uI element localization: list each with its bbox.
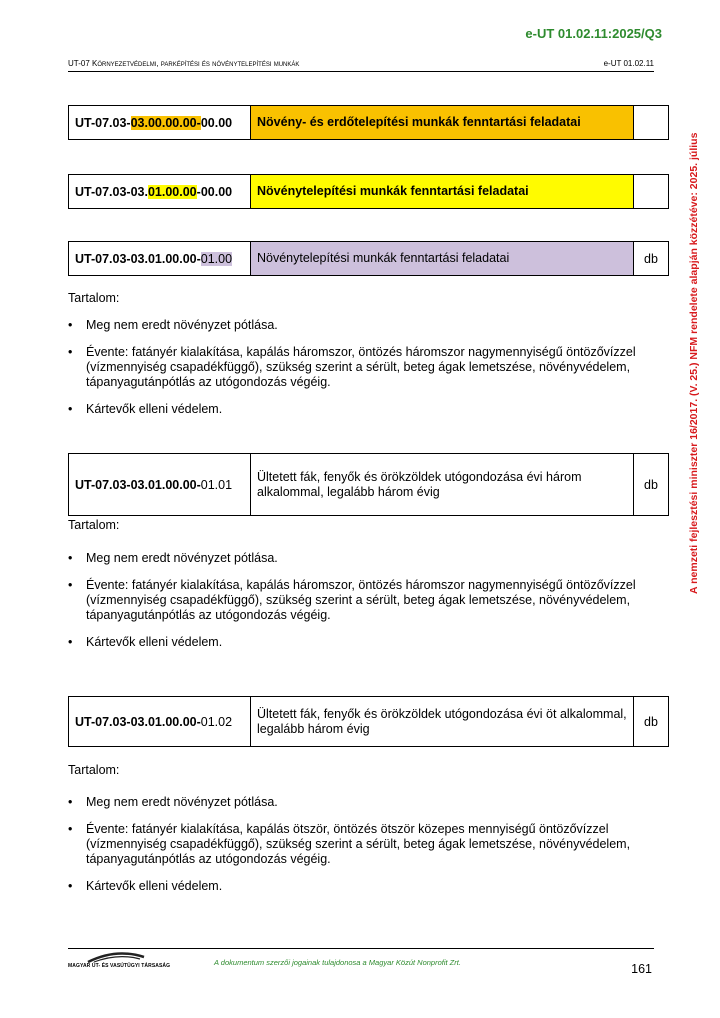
list-item: • Kártevők elleni védelem. xyxy=(68,635,658,650)
item-title: Ültetett fák, fenyők és örökzöldek utógondozása évi öt alkalommal, legalább három évig xyxy=(251,697,634,747)
item-table-level-1 xyxy=(68,105,669,140)
list-item: • Évente: fatányér kialakítása, kapálás háromszor, öntözés háromszor nagymennyiségű öntözővízzel (vízmennyiség csapadékfüggő), szükség szerint a sérült, beteg ágak lemetszése, növényvédelem, tápanyagutánpótlás az utógondozás végéig. xyxy=(68,345,658,390)
item-unit xyxy=(634,106,669,140)
list-item: • Kártevők elleni védelem. xyxy=(68,879,658,894)
publication-note: A nemzeti fejlesztési miniszter 16/2017. (V. 25.) NFM rendelete alapján közzétéve: 2025. július xyxy=(688,132,700,594)
contents-list xyxy=(68,318,658,429)
item-code: UT-07.03-03.01.00.00-00.00 xyxy=(69,175,251,209)
chapter-title: UT-07 Környezetvédelmi, parképítési és növénytelepítési munkák xyxy=(68,59,300,68)
logo-swoosh-icon xyxy=(68,950,168,964)
item-unit: db xyxy=(634,697,669,747)
item-title: Ültetett fák, fenyők és örökzöldek utógondozása évi három alkalommal, legalább három évig xyxy=(251,454,634,516)
list-item: • Évente: fatányér kialakítása, kapálás ötször, öntözés ötször közepes mennyiségű öntözővízzel (vízmennyiség csapadékfüggő), szükség szerint a sérült, beteg ágak lemetszése, növényvédelem, tápanyagutánpótlás az utógondozás végéig. xyxy=(68,822,658,867)
item-table-level-2 xyxy=(68,174,669,209)
document-id: e-UT 01.02.11:2025/Q3 xyxy=(525,26,662,41)
item-table-level-4 xyxy=(68,696,669,747)
item-code: UT-07.03-03.01.00.00-01.01 xyxy=(69,454,251,516)
item-code: UT-07.03-03.00.00.00-00.00 xyxy=(69,106,251,140)
contents-label: Tartalom: xyxy=(68,518,120,532)
item-table-level-3 xyxy=(68,241,669,276)
society-logo xyxy=(68,950,171,974)
item-title: Növénytelepítési munkák fenntartási feladatai xyxy=(251,242,634,276)
short-document-id: e-UT 01.02.11 xyxy=(603,59,654,68)
item-unit: db xyxy=(634,454,669,516)
list-item: • Évente: fatányér kialakítása, kapálás háromszor, öntözés háromszor nagymennyiségű öntözővízzel (vízmennyiség csapadékfüggő), szükség szerint a sérült, beteg ágak lemetszése, növényvédelem, tápanyagutánpótlás az utógondozás végéig. xyxy=(68,578,658,623)
item-code: UT-07.03-03.01.00.00-01.02 xyxy=(69,697,251,747)
list-item: • Meg nem eredt növényzet pótlása. xyxy=(68,795,658,810)
footer-divider xyxy=(68,948,654,949)
contents-label: Tartalom: xyxy=(68,763,120,777)
item-unit: db xyxy=(634,242,669,276)
list-item: • Kártevők elleni védelem. xyxy=(68,402,658,417)
page-number: 161 xyxy=(631,962,652,976)
item-title: Növénytelepítési munkák fenntartási feladatai xyxy=(251,175,634,209)
contents-list xyxy=(68,795,658,906)
contents-list xyxy=(68,551,658,662)
running-header xyxy=(68,58,654,72)
contents-label: Tartalom: xyxy=(68,291,120,305)
item-code: UT-07.03-03.01.00.00-01.00 xyxy=(69,242,251,276)
item-table-level-4 xyxy=(68,453,669,516)
list-item: • Meg nem eredt növényzet pótlása. xyxy=(68,318,658,333)
list-item: • Meg nem eredt növényzet pótlása. xyxy=(68,551,658,566)
item-unit xyxy=(634,175,669,209)
logo-text: MAGYAR ÚT- ÉS VASÚTÜGYI TÁRSASÁG xyxy=(68,963,171,969)
item-title: Növény- és erdőtelepítési munkák fenntartási feladatai xyxy=(251,106,634,140)
copyright-note: A dokumentum szerzői jogainak tulajdonosa a Magyar Közút Nonprofit Zrt. xyxy=(214,958,461,967)
